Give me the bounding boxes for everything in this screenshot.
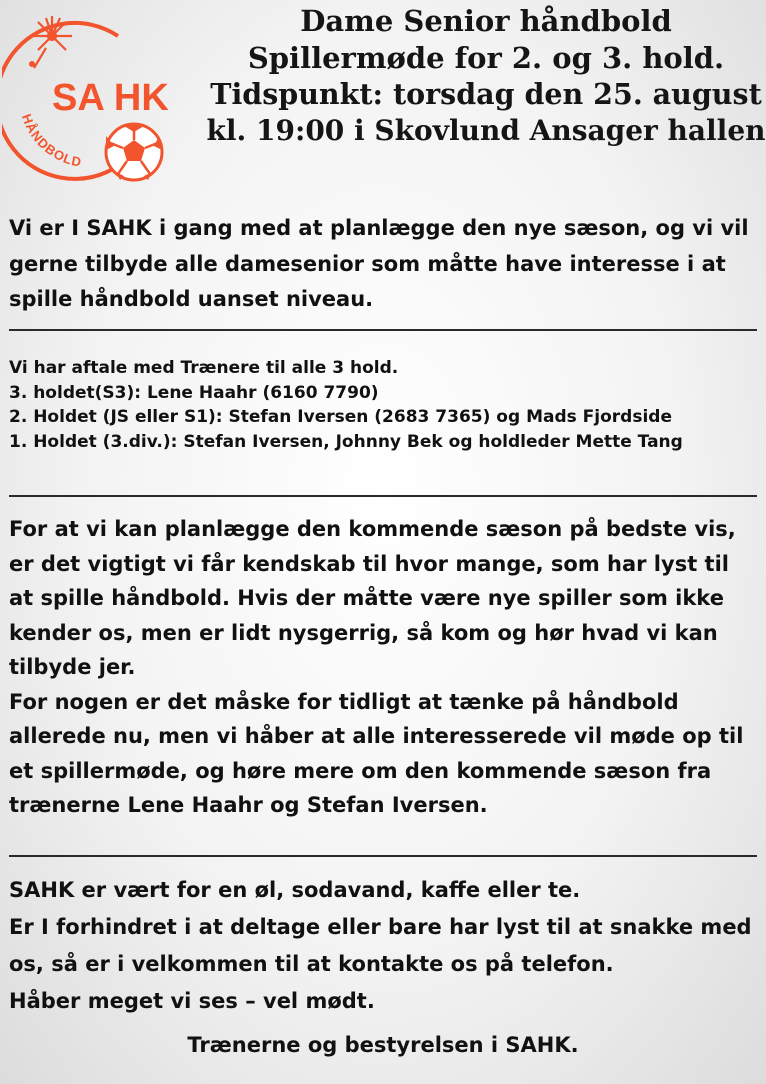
body-line: allerede nu, men vi håber at alle interesserede vil møde op til bbox=[9, 724, 744, 748]
trainers-line: 3. holdet(S3): Lene Haahr (6160 7790) bbox=[9, 382, 379, 403]
logo-wordmark: SA HK bbox=[52, 77, 169, 119]
intro-paragraph bbox=[9, 211, 761, 318]
body-line: er det vigtigt vi får kendskab til hvor mange, som har lyst til bbox=[9, 551, 729, 576]
body-paragraph bbox=[9, 512, 761, 823]
body-line: For nogen er det måske for tidligt at tænke på håndbold bbox=[9, 689, 679, 714]
divider bbox=[9, 495, 757, 497]
trainers-line: Vi har aftale med Trænere til alle 3 hold. bbox=[9, 358, 399, 378]
body-line: For at vi kan planlægge den kommende sæson på bedste vis, bbox=[9, 517, 736, 541]
closing-line: os, så er i velkommen til at kontakte os på telefon. bbox=[9, 952, 614, 976]
person-icon bbox=[29, 61, 35, 67]
closing-line: SAHK er vært for en øl, sodavand, kaffe eller te. bbox=[9, 878, 581, 902]
divider bbox=[9, 855, 757, 857]
trainers-line: 2. Holdet (JS eller S1): Stefan Iversen (2683 7365) og Mads Fjordside bbox=[9, 407, 672, 427]
signature: Trænerne og bestyrelsen i SAHK. bbox=[187, 1033, 579, 1057]
body-line: kender os, men er lidt nysgerrig, så kom og hør hvad vi kan bbox=[9, 620, 718, 645]
club-logo bbox=[2, 6, 212, 184]
svg-text:HÅNDBOLD bbox=[19, 112, 83, 170]
header-subtitle: Spillermøde for 2. og 3. hold. bbox=[247, 40, 725, 75]
trainers-paragraph bbox=[9, 356, 761, 454]
header-location: kl. 19:00 i Skovlund Ansager hallen bbox=[206, 113, 766, 147]
closing-paragraph bbox=[9, 872, 761, 1020]
closing-line: Håber meget vi ses – vel mødt. bbox=[9, 989, 375, 1013]
body-line: trænerne Lene Haahr og Stefan Iversen. bbox=[9, 793, 488, 817]
event-header bbox=[206, 0, 766, 149]
header-time: Tidspunkt: torsdag den 25. august bbox=[210, 77, 762, 111]
header-title: Dame Senior håndbold bbox=[300, 4, 672, 38]
ball-icon bbox=[106, 124, 162, 180]
intro-line: gerne tilbyde alle damesenior som måtte have interesse i at bbox=[9, 251, 726, 276]
intro-line: Vi er I SAHK i gang med at planlægge den nye sæson, og vi vil bbox=[9, 216, 749, 240]
body-line: tilbyde jer. bbox=[9, 655, 136, 679]
body-line: at spille håndbold. Hvis der måtte være nye spiller som ikke bbox=[9, 586, 724, 610]
logo-subtext: HÅNDBOLD bbox=[18, 111, 84, 170]
body-line: et spillermøde, og høre mere om den kommende sæson fra bbox=[9, 758, 712, 783]
intro-line: spille håndbold uanset niveau. bbox=[9, 287, 374, 311]
closing-line: Er I forhindret i at deltage eller bare har lyst til at snakke med bbox=[9, 915, 752, 939]
trainers-line: 1. Holdet (3.div.): Stefan Iversen, Johnny Bek og holdleder Mette Tang bbox=[9, 431, 683, 452]
divider bbox=[9, 329, 757, 331]
